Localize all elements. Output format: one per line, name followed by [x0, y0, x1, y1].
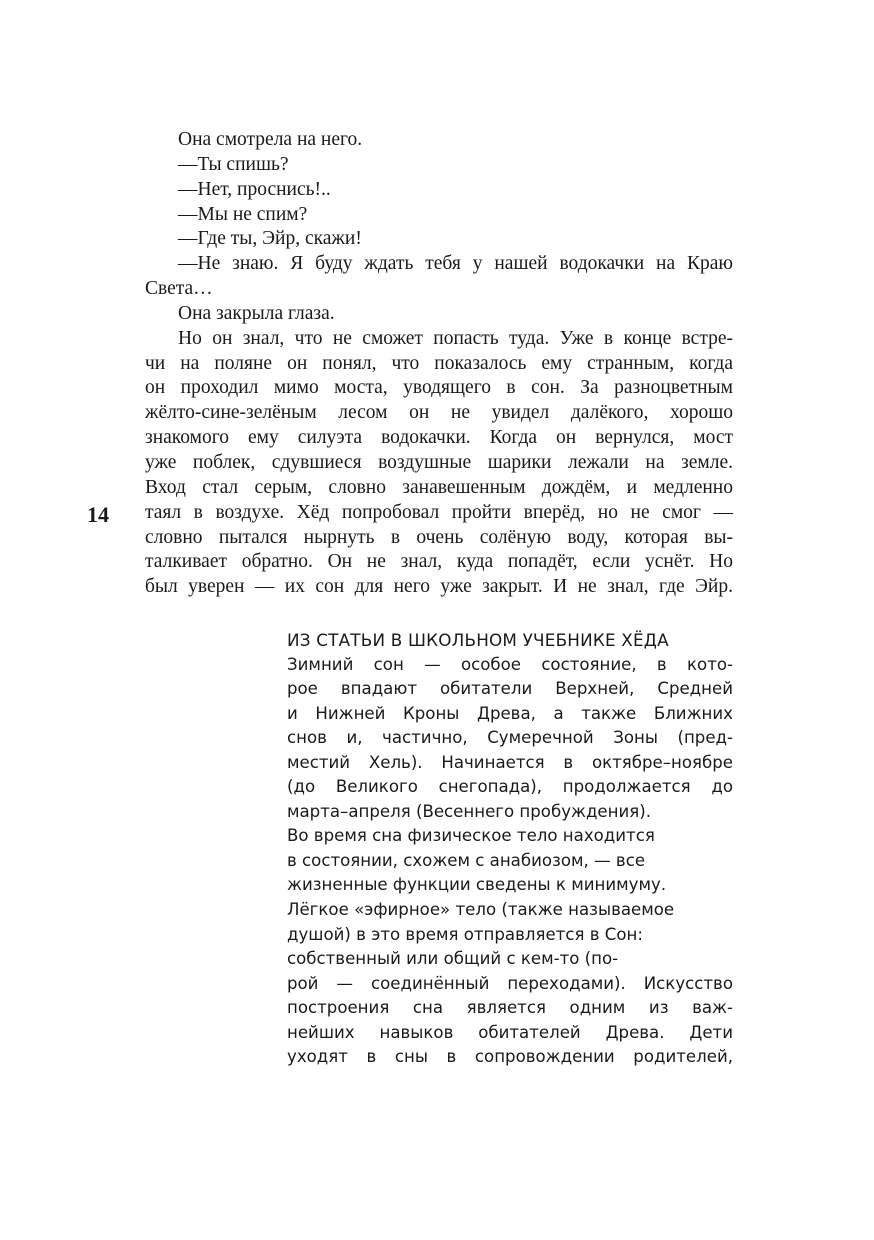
- text-line: —Где ты, Эйр, скажи!: [178, 228, 362, 250]
- excerpt-line: уходят в сны в сопровождении родителей,: [287, 1047, 733, 1067]
- text-line: был уверен — их сон для него уже закрыт. И не знал, где Эйр.: [145, 576, 733, 598]
- text-line: таял в воздухе. Хёд попробовал пройти вперёд, но не смог —: [145, 501, 733, 523]
- text-line: —Не знаю. Я буду ждать тебя у нашей водокачки на Краю: [178, 253, 733, 275]
- textbook-excerpt: [287, 628, 733, 1070]
- text-line: Света…: [145, 278, 213, 300]
- excerpt-line: рое впадают обитатели Верхней, Средней: [287, 679, 733, 699]
- text-line: Она закрыла глаза.: [178, 302, 335, 324]
- text-line: —Ты спишь?: [178, 153, 289, 175]
- excerpt-line: и Нижней Кроны Древа, а также Ближних: [287, 703, 733, 723]
- excerpt-line: построения сна является одним из важ-: [287, 998, 733, 1018]
- excerpt-line: местий Хель). Начинается в октябре–ноябре: [287, 752, 733, 772]
- text-line: чи на поляне он понял, что показалось ему странным, когда: [145, 352, 733, 374]
- text-line: Она смотрела на него.: [178, 129, 363, 150]
- text-line: талкивает обратно. Он не знал, куда попадёт, если уснёт. Но: [145, 551, 733, 573]
- excerpt-line: рой — соединённый переходами). Искусство: [287, 973, 733, 993]
- text-line: жёлто-сине-зелёным лесом он не увидел далёкого, хорошо: [145, 402, 733, 424]
- text-line: Вход стал серым, словно занавешенным дождём, и медленно: [145, 476, 733, 498]
- excerpt-line: жизненные функции сведены к минимуму.: [287, 875, 667, 895]
- excerpt-line: Зимний сон — особое состояние, в кото-: [287, 654, 733, 674]
- text-line: он проходил мимо моста, уводящего в сон. За разноцветным: [145, 377, 733, 399]
- page-number: 14: [87, 502, 109, 527]
- text-line: —Мы не спим?: [178, 203, 308, 225]
- excerpt-line: марта–апреля (Весеннего пробуждения).: [287, 801, 652, 821]
- excerpt-line: Во время сна физическое тело находится: [287, 826, 655, 846]
- excerpt-line: нейших навыков обитателей Древа. Дети: [287, 1022, 733, 1042]
- text-line: знакомого ему силуэта водокачки. Когда он вернулся, мост: [145, 427, 733, 449]
- text-line: —Нет, проснись!..: [178, 178, 331, 200]
- excerpt-heading: ИЗ СТАТЬИ В ШКОЛЬНОМ УЧЕБНИКЕ ХЁДА: [287, 630, 669, 650]
- excerpt-line: снов и, частично, Сумеречной Зоны (пред-: [287, 728, 733, 748]
- excerpt-line: (до Великого снегопада), продолжается до: [287, 777, 733, 797]
- excerpt-line: собственный или общий с кем-то (по-: [287, 949, 619, 969]
- text-line: Но он знал, что не сможет попасть туда. Уже в конце встре-: [178, 327, 733, 349]
- excerpt-line: Лёгкое «эфирное» тело (также называемое: [287, 900, 675, 920]
- excerpt-line: душой) в это время отправляется в Сон:: [287, 924, 643, 944]
- excerpt-line: в состоянии, схожем с анабиозом, — все: [287, 850, 646, 870]
- text-line: уже поблек, сдувшиеся воздушные шарики лежали на земле.: [145, 451, 733, 473]
- main-text: [145, 128, 733, 600]
- text-line: словно пытался нырнуть в очень солёную воду, которая вы-: [145, 526, 733, 548]
